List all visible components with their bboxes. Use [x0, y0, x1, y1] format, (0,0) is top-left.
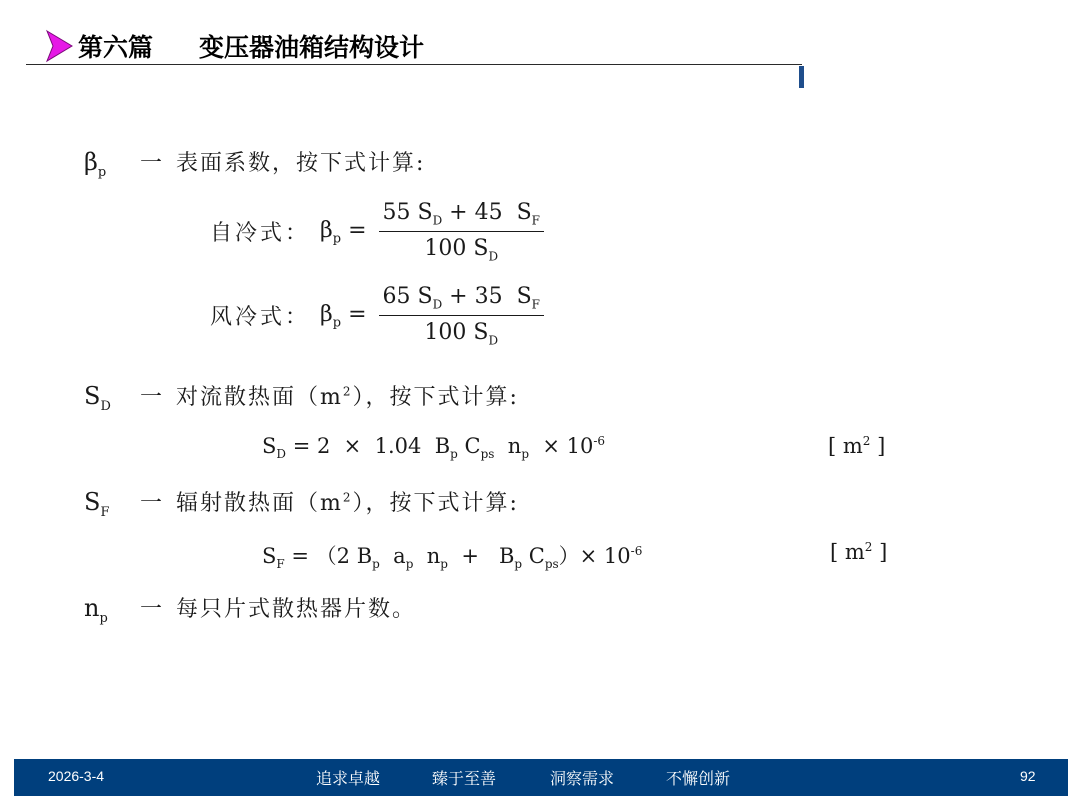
equation-lhs: $\beta_p$ = — [320, 217, 367, 247]
section-label: 第六篇 — [78, 33, 154, 62]
footer-bar — [14, 759, 1068, 796]
footer-motto-3: 洞察需求 — [550, 769, 615, 788]
footer-date: 2026-3-4 — [48, 768, 105, 784]
sd-symbol: $S_D$ — [84, 382, 111, 414]
fraction-denominator: 100 $S_D$ — [424, 236, 499, 264]
np-symbol: $n_p$ — [84, 594, 108, 626]
fraction-numerator: 55 $S_D + 45$ $S_F$ — [379, 200, 545, 232]
definition-text: 辐射散热面$(m^2)$，按下式计算: — [176, 490, 519, 516]
beta-definition — [84, 146, 425, 180]
sd-formula: $S_D = 2 \times 1.04$ $B_p$ $C_{ps}$ $n_p \times 10^{-6}$ — [262, 434, 606, 462]
beta-symbol: $\beta_p$ — [84, 148, 107, 180]
definition-dash: 一 — [140, 385, 163, 410]
sf-definition — [84, 486, 519, 520]
definition-text: 对流散热面$(m^2)$，按下式计算: — [176, 384, 519, 410]
definition-text: 表面系数，按下式计算: — [176, 151, 426, 176]
definition-dash: 一 — [140, 597, 163, 622]
fraction-numerator: 65 $S_D + 35$ $S_F$ — [379, 284, 545, 316]
equation-label: 自冷式： — [210, 221, 311, 247]
page-number: 92 — [1020, 768, 1036, 784]
footer-motto-2: 臻于至善 — [432, 769, 497, 788]
self-cooling-equation — [210, 200, 544, 264]
footer-motto-4: 不懈创新 — [666, 769, 731, 788]
equation-lhs: $\beta_p$ = — [320, 301, 367, 331]
arrow-bullet-icon — [44, 29, 74, 63]
definition-dash: 一 — [140, 491, 163, 516]
slide-title — [44, 28, 424, 64]
fraction — [379, 284, 545, 348]
title-divider — [26, 64, 802, 65]
footer-motto-1: 追求卓越 — [316, 769, 381, 788]
sf-symbol: $S_F$ — [84, 488, 110, 520]
wind-cooling-equation — [210, 284, 544, 348]
sf-formula: $S_F = (2$ $B_p$ $a_p$ $n_p + B_p$ $C_{ps})\times 10^{-6}$ — [262, 544, 643, 572]
sf-unit: [ $m^2$ ] — [830, 540, 888, 564]
title-divider-accent — [799, 66, 804, 88]
definition-dash: 一 — [140, 151, 163, 176]
equation-label: 风冷式： — [210, 305, 311, 331]
np-definition — [84, 592, 416, 626]
fraction — [379, 200, 545, 264]
fraction-denominator: 100 $S_D$ — [424, 320, 499, 348]
page-title: 变压器油箱结构设计 — [199, 33, 425, 62]
definition-text: 每只片式散热器片数。 — [176, 597, 417, 622]
sd-definition — [84, 380, 519, 414]
sd-unit: [ $m^2$ ] — [828, 434, 886, 458]
